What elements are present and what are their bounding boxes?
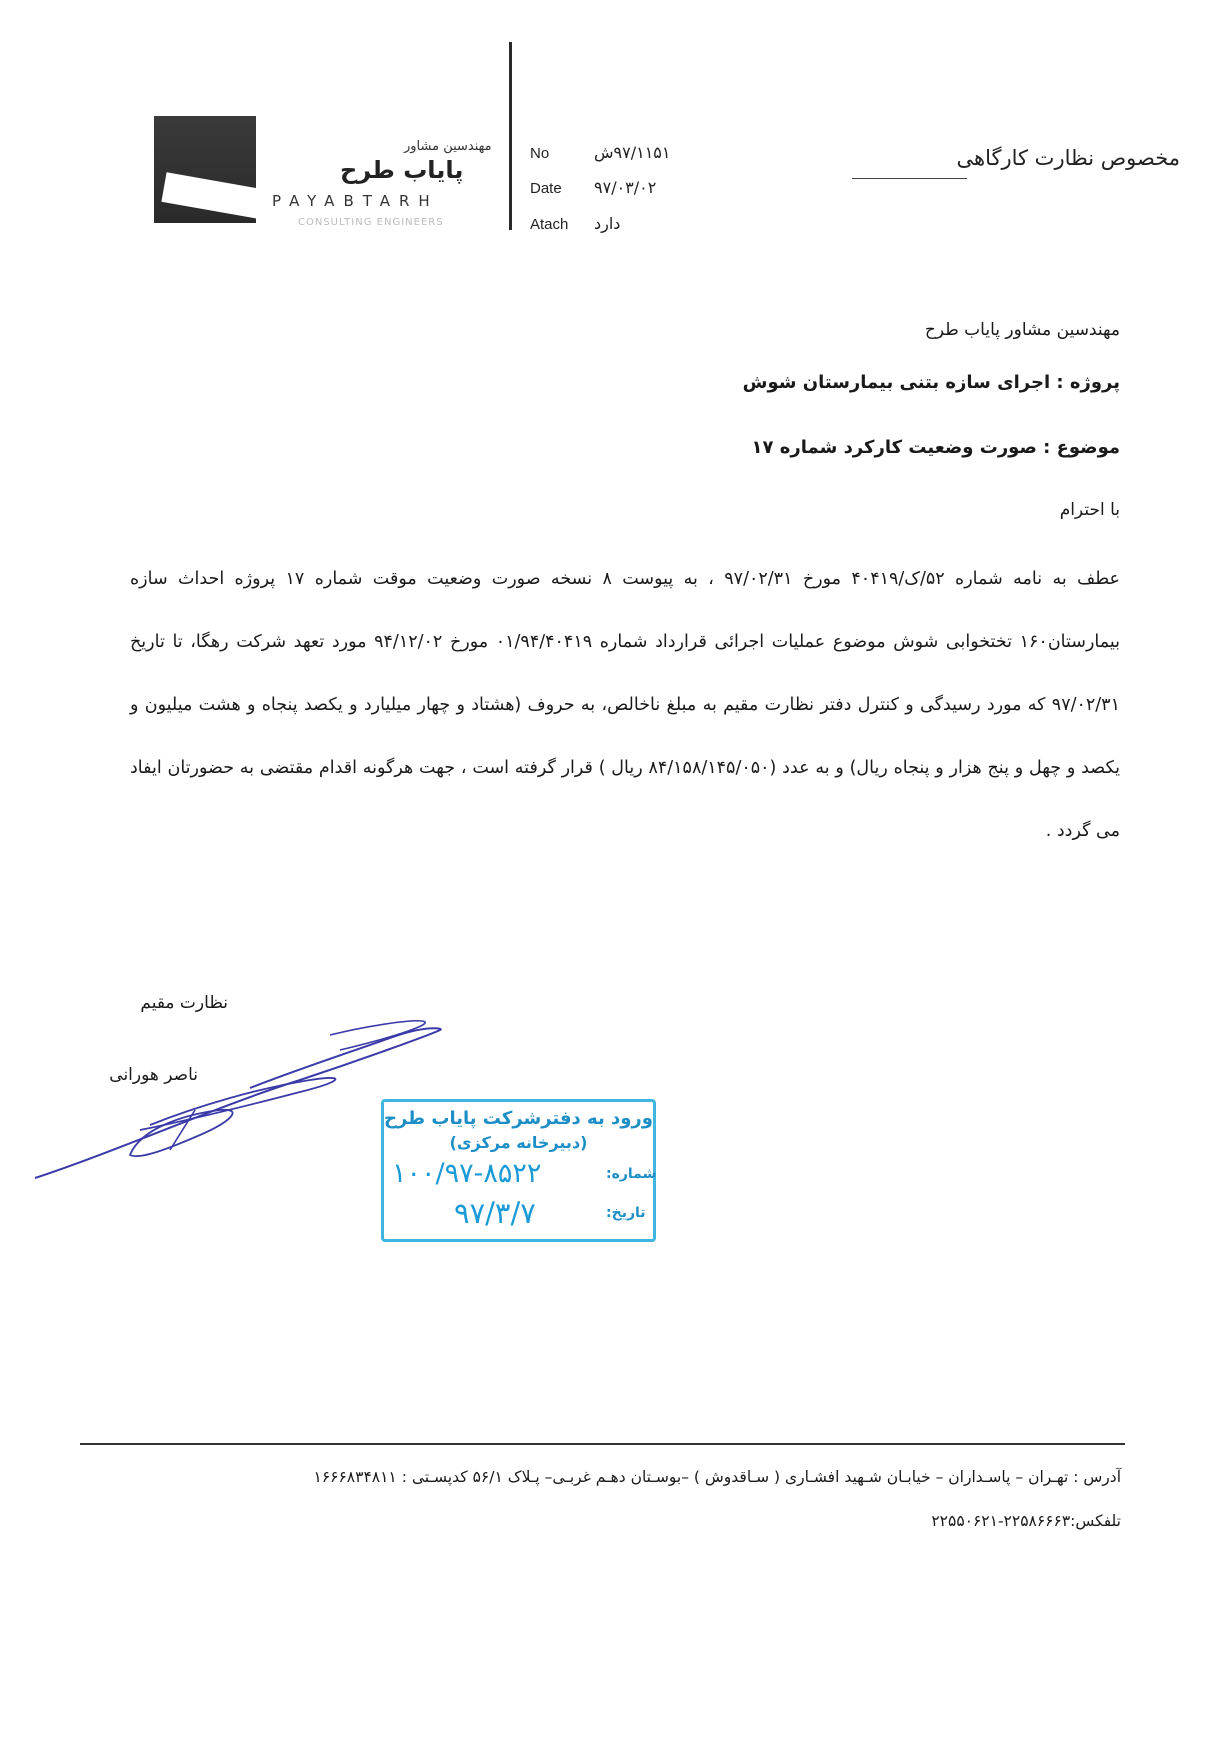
subject-line: موضوع : صورت وضعیت کارکرد شماره ۱۷ — [751, 437, 1120, 458]
stamp-number: ۱۰۰/۹۷-۸۵۲۲ — [392, 1158, 542, 1189]
date-label: Date — [530, 180, 562, 197]
letter-body: عطف به نامه شماره ۵۲/ک/۴۰۴۱۹ مورخ ۹۷/۰۲/۳۱ ، به پیوست ۸ نسخه صورت وضعیت موقت شماره ۱۷ پروژه احداث سازه بیمارستان۱۶۰ تختخوابی شوش موضوع عملیات اجرائی قرارداد شماره ۰۱/۹۴/۴۰۴۱۹ مورخ ۹۴/۱۲/۰۲ مورد تعهد شرکت رهگا، تا تاریخ ۹۷/۰۲/۳۱ که مورد رسیدگی و کنترل دفتر نظارت مقیم به مبلغ ناخالص، به حروف (هشتاد و چهار میلیارد و یکصد پنجاه و هشت میلیون و یکصد و چهل و پنج هزار و پنجاه ریال) و به عدد (۸۴/۱۵۸/۱۴۵/۰۵۰ ریال ) قرار گرفته است ، جهت هرگونه اقدام مقتضی به حضورتان ایفاد می گردد . — [130, 569, 1120, 841]
stamp-date-label: تاریخ: — [606, 1205, 646, 1221]
special-label: مخصوص نظارت کارگاهی — [956, 146, 1180, 170]
stamp-number-label: شماره: — [606, 1166, 657, 1182]
footer-divider — [80, 1443, 1125, 1445]
attach-value: دارد — [594, 214, 621, 233]
logo-subtitle-en: CONSULTING ENGINEERS — [298, 217, 444, 228]
project-line: پروژه : اجرای سازه بتنی بیمارستان شوش — [742, 372, 1120, 393]
signer-name: ناصر هورانی — [109, 1065, 198, 1085]
stamp-date: ۹۷/۳/۷ — [454, 1196, 536, 1230]
number-value: ۹۷/۱۱۵۱ش — [594, 143, 671, 162]
logo-mark — [154, 116, 256, 223]
date-value: ۹۷/۰۳/۰۲ — [594, 178, 657, 197]
logo-title-fa: پایاب طرح — [340, 156, 464, 184]
recipient: مهندسین مشاور پایاب طرح — [924, 320, 1120, 340]
logo-subtitle-fa: مهندسین مشاور — [404, 139, 492, 154]
stamp-title: ورود به دفترشرکت پایاب طرح — [384, 1108, 653, 1129]
logo-name-en: PAYABTARH — [272, 192, 439, 210]
footer-phone: تلفکس:۲۲۵۸۶۶۶۳-۲۲۵۵۰۶۲۱ — [931, 1512, 1121, 1530]
signer-title: نظارت مقیم — [140, 993, 228, 1013]
number-label: No — [530, 145, 550, 162]
header-divider — [509, 42, 512, 230]
special-underline — [852, 178, 967, 179]
stamp-subtitle: (دبیرخانه مرکزی) — [449, 1133, 588, 1152]
greeting: با احترام — [1059, 500, 1120, 520]
attach-label: Atach — [530, 216, 569, 233]
footer-address: آدرس : تهـران – پاسـداران – خیابـان شـهید افشـاری ( سـاقدوش ) –بوسـتان دهـم غربـی– پـلاک ۵۶/۱ کدپسـتی : ۱۶۶۶۸۳۴۸۱۱ — [313, 1468, 1121, 1486]
received-stamp — [381, 1099, 656, 1242]
